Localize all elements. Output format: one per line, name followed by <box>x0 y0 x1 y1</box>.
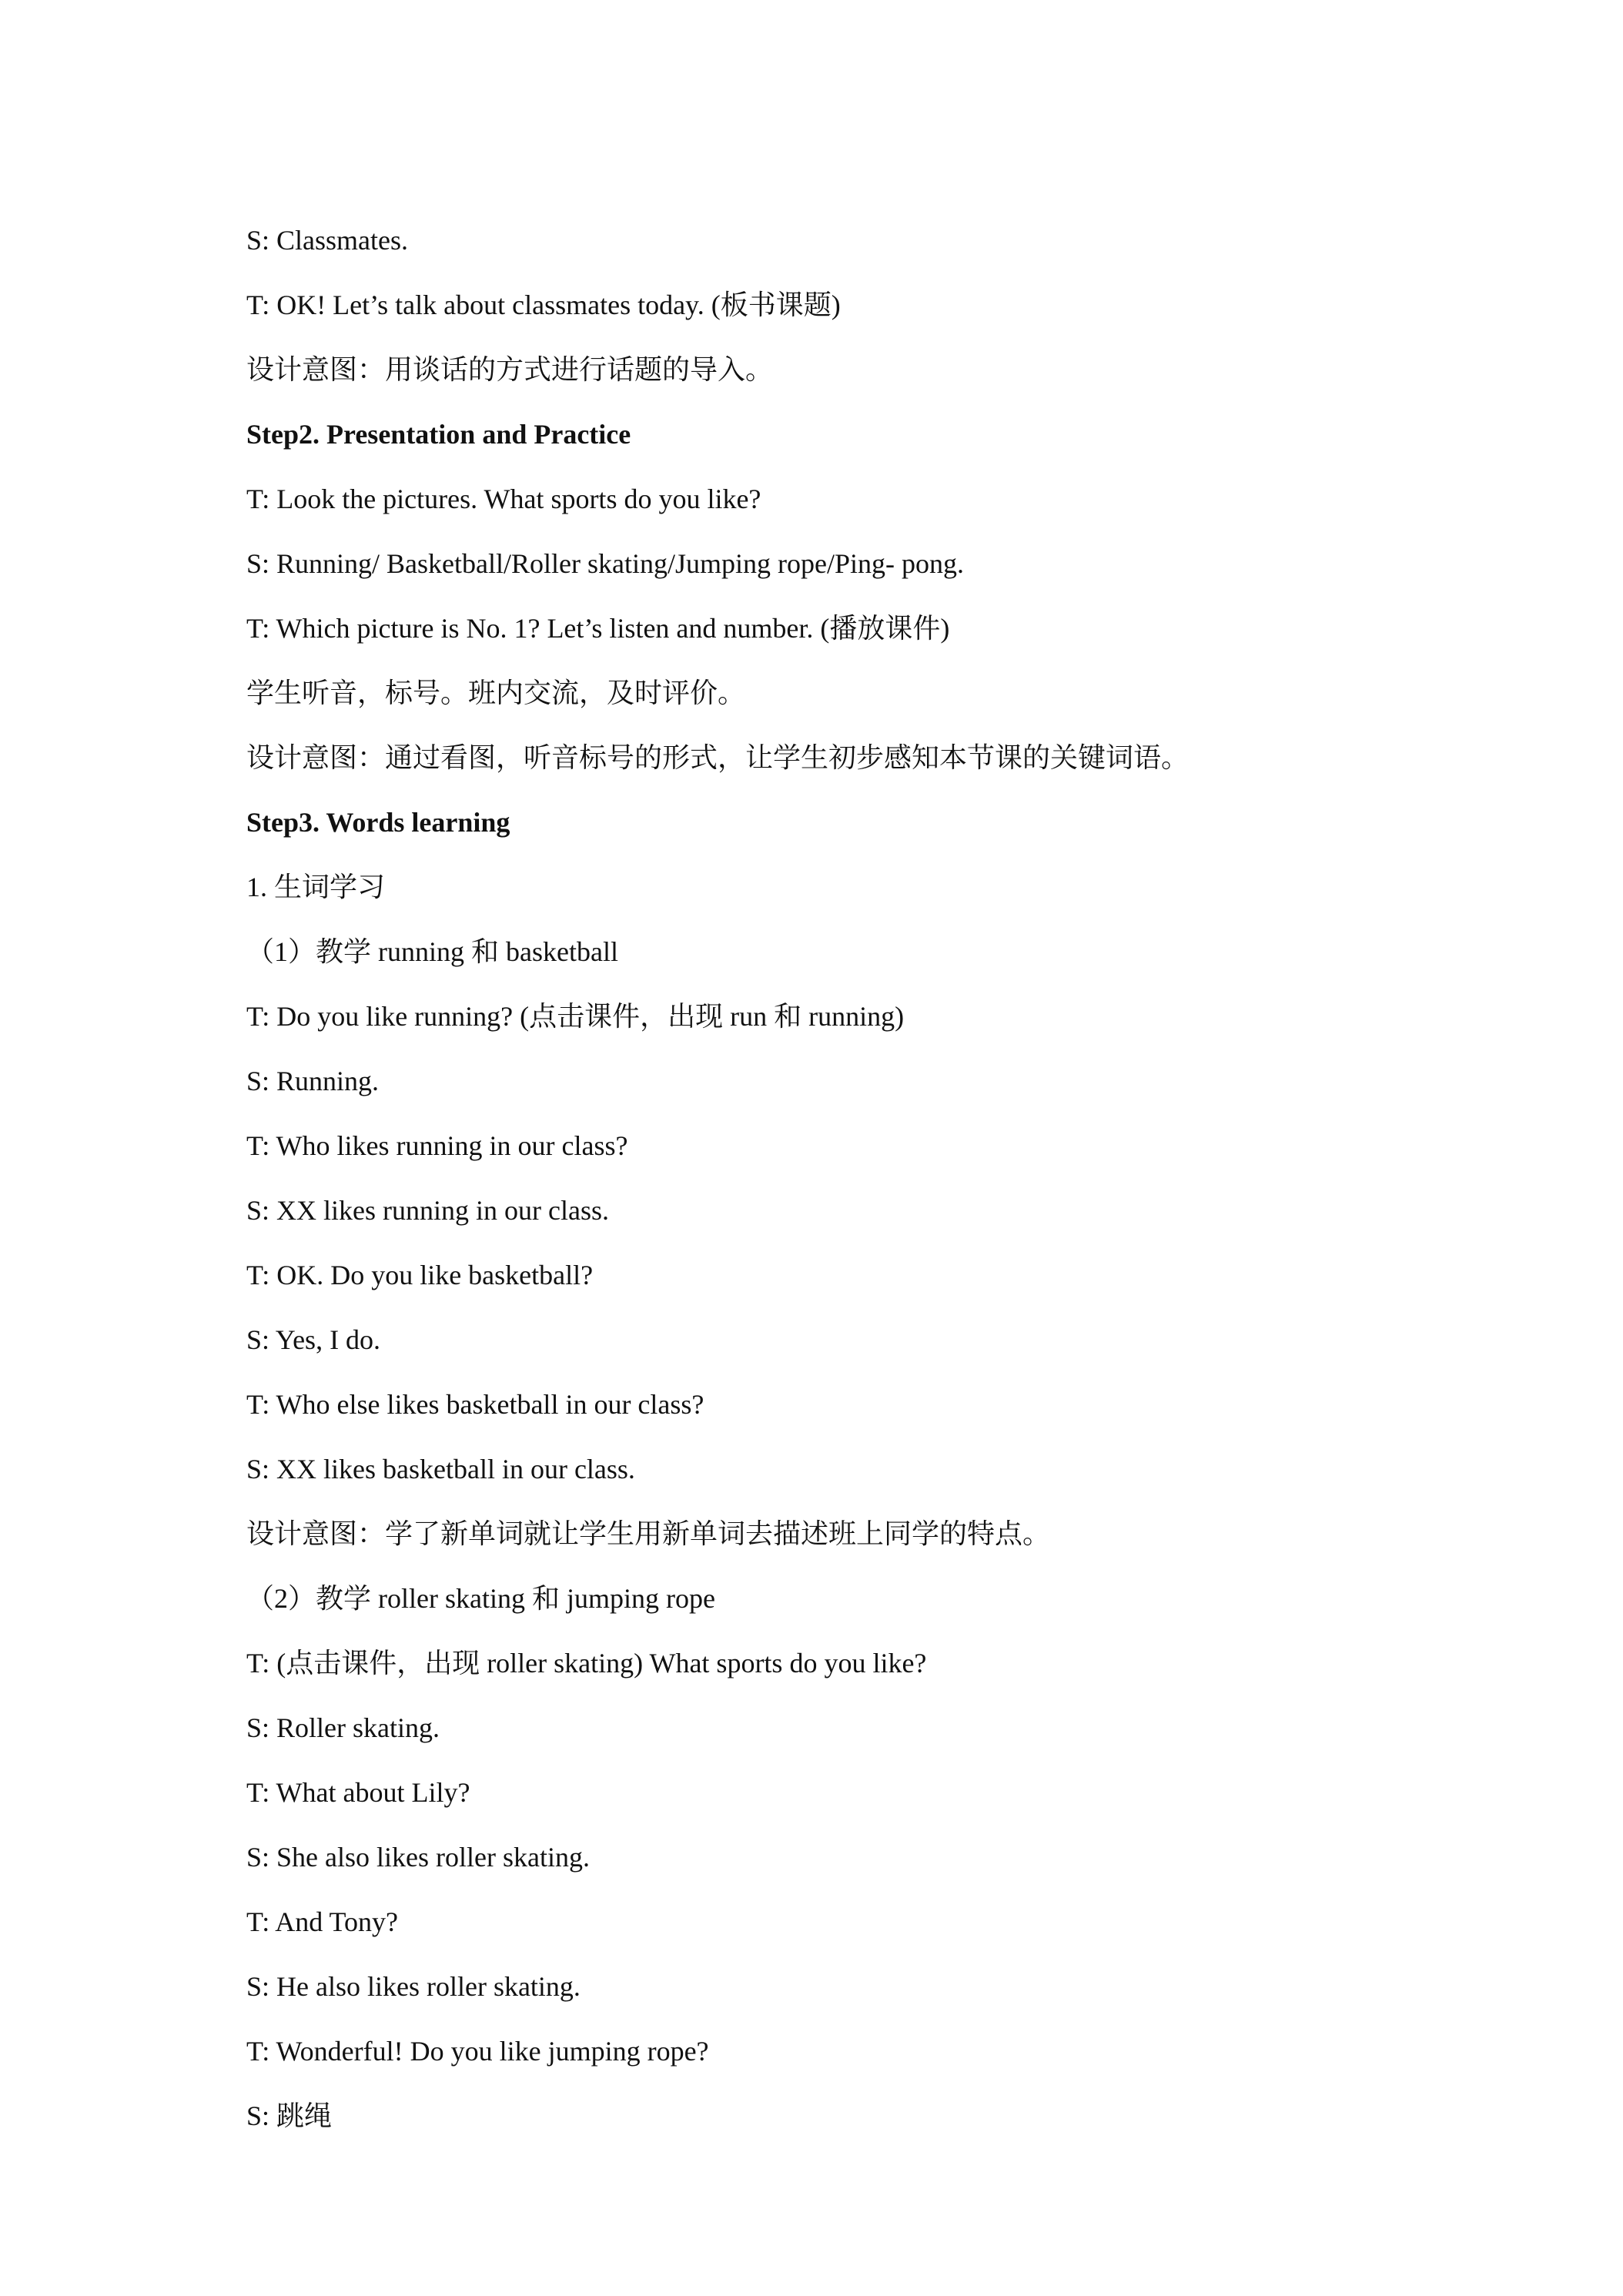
dialogue-line: S: He also likes roller skating. <box>246 1971 581 2002</box>
dialogue-line: T: Do you like running? (点击课件，出现 run 和 running) <box>246 1001 905 1032</box>
dialogue-line: T: (点击课件，出现 roller skating) What sports do you like? <box>246 1648 927 1678</box>
dialogue-line: S: Yes, I do. <box>246 1324 381 1355</box>
dialogue-line: S: XX likes basketball in our class. <box>246 1454 635 1484</box>
dialogue-line: T: Who else likes basketball in our class? <box>246 1389 704 1420</box>
dialogue-line: T: OK! Let’s talk about classmates today. (板书课题) <box>246 290 841 320</box>
dialogue-line: T: Wonderful! Do you like jumping rope? <box>246 2036 709 2067</box>
step-heading: Step3. Words learning <box>246 807 510 838</box>
activity-note: 学生听音，标号。班内交流，及时评价。 <box>246 678 746 708</box>
dialogue-line: S: Roller skating. <box>246 1712 440 1743</box>
subsection-heading: （2）教学 roller skating 和 jumping rope <box>246 1583 715 1614</box>
subsection-heading: （1）教学 running 和 basketball <box>246 936 618 967</box>
design-intent-note: 设计意图：通过看图，听音标号的形式，让学生初步感知本节课的关键词语。 <box>246 742 1190 773</box>
dialogue-line: T: And Tony? <box>246 1906 399 1937</box>
dialogue-line: S: Classmates. <box>246 225 409 256</box>
step-heading: Step2. Presentation and Practice <box>246 419 631 450</box>
document-body <box>246 208 1447 2148</box>
dialogue-line: S: Running/ Basketball/Roller skating/Jumping rope/Ping- pong. <box>246 548 964 579</box>
dialogue-line: T: OK. Do you like basketball? <box>246 1260 594 1290</box>
dialogue-line: S: Running. <box>246 1066 380 1096</box>
section-number: 1. 生词学习 <box>246 872 386 902</box>
dialogue-line: T: Look the pictures. What sports do you like? <box>246 484 761 514</box>
dialogue-line: S: XX likes running in our class. <box>246 1195 609 1226</box>
dialogue-line: T: Which picture is No. 1? Let’s listen and number. (播放课件) <box>246 613 950 644</box>
dialogue-line: T: What about Lily? <box>246 1777 470 1808</box>
dialogue-line: S: She also likes roller skating. <box>246 1842 590 1873</box>
dialogue-line: S: 跳绳 <box>246 2100 333 2131</box>
design-intent-note: 设计意图：用谈话的方式进行话题的导入。 <box>246 354 774 385</box>
dialogue-line: T: Who likes running in our class? <box>246 1130 628 1161</box>
design-intent-note: 设计意图：学了新单词就让学生用新单词去描述班上同学的特点。 <box>246 1518 1051 1549</box>
